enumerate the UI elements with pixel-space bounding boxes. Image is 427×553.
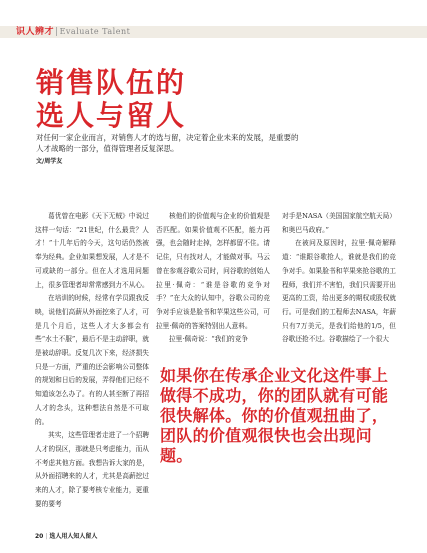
body-paragraph: 其实，这些管理者走进了一个招聘人才的误区，那就是只考虑能力，而从不考虑其他方面。我想告诉大家的是，从外面招聘来的人才，尤其是高薪挖过来的人才，除了要考核专业能力，更重要的要考 bbox=[35, 431, 149, 508]
body-column-3 bbox=[282, 210, 396, 360]
body-paragraph: 葛优曾在电影《天下无贼》中说过这样一句话：“21世纪，什么最贵？人才！”十几年后的今天，这句话仍然被奉为经典。企业如果想发展，人才是不可或缺的一部分。但在人才选用问题上，很多管理者却常常感到力不从心。 bbox=[35, 212, 149, 289]
page-number: 20 bbox=[35, 533, 44, 540]
body-column-2 bbox=[156, 210, 270, 360]
pull-quote: 如果你在传承企业文化这件事上做得不成功，你的团队就有可能很快解体。你的价值观扭曲了，团队的价值观很快也会出现问题。 bbox=[160, 366, 389, 465]
section-tag-cn: 识人辨才 bbox=[16, 27, 55, 37]
footer-separator: | bbox=[45, 533, 48, 540]
body-paragraph: 拉里·佩奇说：“我们的竞争 bbox=[169, 335, 249, 344]
section-tag bbox=[16, 27, 130, 37]
article-title bbox=[36, 66, 186, 132]
article-author: 文/周学友 bbox=[36, 158, 63, 165]
section-tag-separator: | bbox=[55, 27, 59, 37]
body-paragraph: 对手是NASA（美国国家航空航天局）和奥巴马政府。” bbox=[282, 212, 396, 234]
body-paragraph: 核他们的价值观与企业的价值观是否匹配。如果价值观不匹配，能力再强，也会随时走掉，怎样都留不住。请记住，只有找对人，才能做对事。马云曾在参观谷歌公司时，问谷歌的创始人拉里·佩奇：“谁是谷歌的竞争对手？”在大众的认知中，谷歌公司的竞争对手应该是脸书和苹果这些公司，可拉里·佩奇的答案特别出人意料。 bbox=[156, 212, 270, 330]
body-paragraph: 在被问及原因时，拉里·佩奇解释道：“谁跟谷歌抢人，谁就是我们的竞争对手。如果脸书和苹果来抢谷歌的工程师，我们并不害怕，我们只需要开出更高的工资，给出更多的期权或股权就行。可是我们的工程师去NASA，年薪只有7万美元，是我们给他的1/5，但谷歌还抢不过。谷歌描绘了一个很大 bbox=[282, 239, 396, 344]
article-title-line2: 选人与留人 bbox=[36, 99, 187, 132]
page-footer bbox=[35, 533, 97, 541]
article-title-line1: 销售队伍的 bbox=[36, 66, 187, 99]
section-tag-en: Evaluate Talent bbox=[59, 27, 131, 36]
body-column-1 bbox=[35, 210, 149, 510]
article-intro: 对任何一家企业而言，对销售人才的选与留，决定着企业未来的发展，是重要的人才战略的一部分，值得管理者反复深思。 bbox=[36, 133, 299, 153]
magazine-name: 选人用人知人留人 bbox=[49, 533, 98, 540]
body-paragraph: 在培训的时候，经常有学员跟我反映，说他们高薪从外面挖来了人才，可是几个月后，这些人才大多都会有些“水土不服”，最后不是主动辞职，就是被动辞职。反复几次下来，经济损失只是一方面，严重的还会影响公司整体的规划和日后的发展，弄得他们已经不知道该怎么办了。有的人甚至断了再招人才的念头，这种想法自然是不可取的。 bbox=[35, 294, 149, 426]
